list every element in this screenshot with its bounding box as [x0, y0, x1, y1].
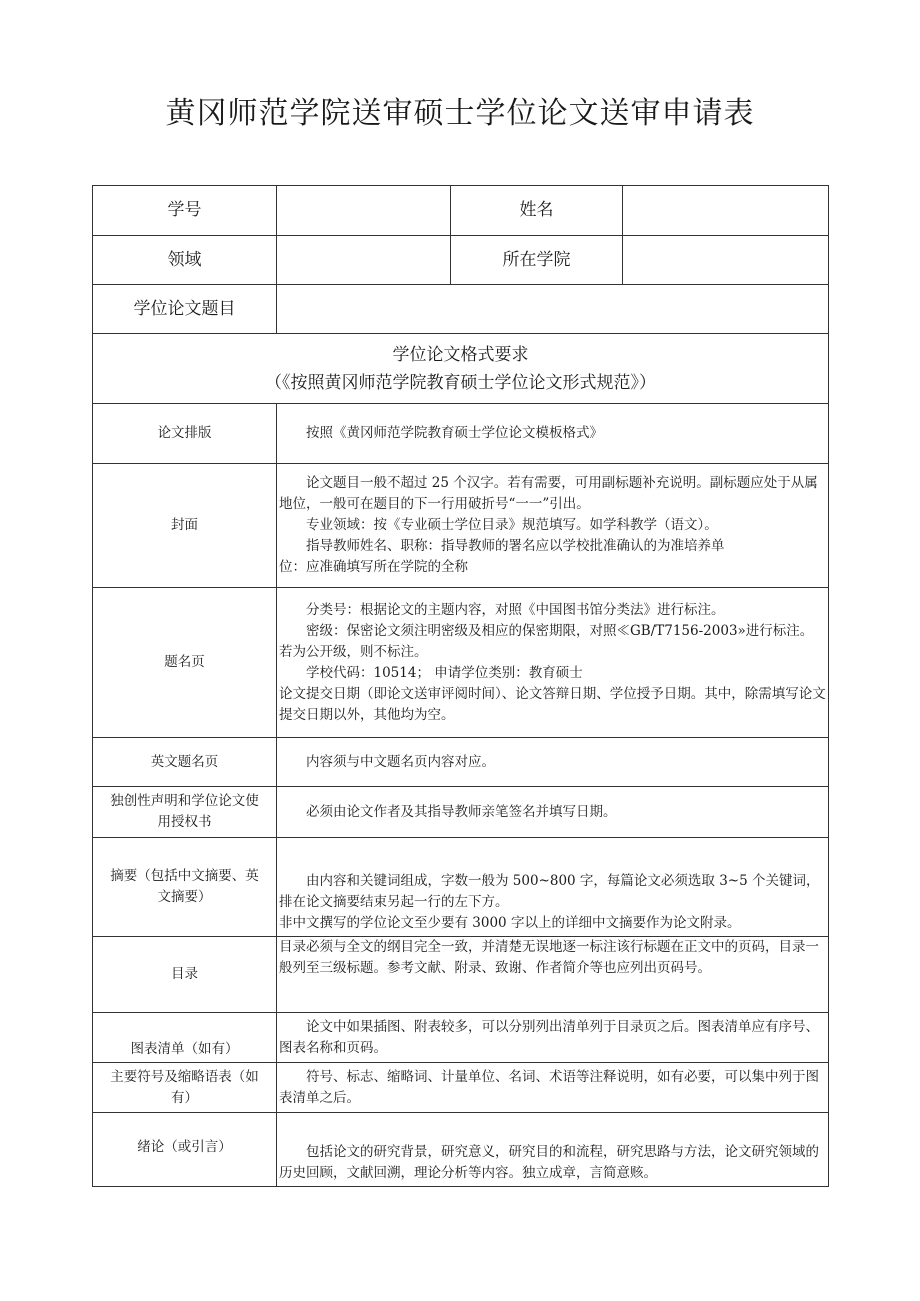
introduction-line-1: 包括论文的研究背景，研究意义，研究目的和流程，研究思路与方法，论文研究领域的历史回顾，文献回溯，理论分析等内容。独立成章，言简意赅。	[279, 1144, 819, 1181]
declaration-label	[93, 787, 277, 838]
introduction-content	[277, 1113, 829, 1187]
figures-label: 图表清单（如有）	[93, 1013, 277, 1063]
college-label: 所在学院	[451, 236, 623, 285]
layout-label: 论文排版	[93, 404, 277, 464]
page-title: 黄冈师范学院送审硕士学位论文送审申请表	[165, 96, 755, 131]
student-id-field[interactable]	[277, 186, 451, 236]
field-label: 领域	[93, 236, 277, 285]
abstract-label	[93, 838, 277, 937]
symbols-line-1: 符号、标志、缩略词、计量单位、名词、术语等注释说明，如有必要，可以集中列于图表清单之后。	[279, 1068, 819, 1106]
thesis-title-label: 学位论文题目	[93, 285, 277, 334]
symbols-content	[277, 1063, 829, 1113]
cover-content	[277, 464, 829, 588]
student-id-label: 学号	[93, 186, 277, 236]
name-field[interactable]	[623, 186, 829, 236]
title-page-content	[277, 588, 829, 738]
thesis-title-field[interactable]	[277, 285, 829, 334]
declaration-row	[93, 787, 829, 838]
toc-row	[93, 937, 829, 1013]
toc-content	[277, 937, 829, 1013]
english-title-page-label: 英文题名页	[93, 738, 277, 787]
college-field[interactable]	[623, 236, 829, 285]
cover-label: 封面	[93, 464, 277, 588]
layout-row	[93, 404, 829, 464]
field-row	[93, 236, 829, 285]
toc-label: 目录	[93, 937, 277, 1013]
title-page-row	[93, 588, 829, 738]
cover-line-3: 指导教师姓名、职称：指导教师的署名应以学校批准确认的为准培养单	[306, 538, 725, 554]
symbols-row	[93, 1063, 829, 1113]
thesis-title-row	[93, 285, 829, 334]
declaration-label-line1: 独创性声明和学位论文使	[110, 793, 259, 809]
figures-line-1: 论文中如果插图、附表较多，可以分别列出清单列于目录页之后。图表清单应有序号、图表名称和页码。	[279, 1018, 819, 1056]
name-label: 姓名	[451, 186, 623, 236]
declaration-content	[277, 787, 829, 838]
format-header	[93, 334, 829, 404]
layout-line-1: 按照《黄冈师范学院教育硕士学位论文模板格式》	[306, 425, 603, 441]
layout-content	[277, 404, 829, 464]
abstract-content	[277, 838, 829, 937]
declaration-line-1: 必须由论文作者及其指导教师亲笔签名并填写日期。	[306, 803, 617, 820]
format-header-row	[93, 334, 829, 404]
introduction-label: 绪论（或引言）	[93, 1113, 277, 1187]
title-page-label: 题名页	[93, 588, 277, 738]
cover-line-2: 专业领域：按《专业硕士学位目录》规范填写。如学科教学（语文）。	[306, 517, 718, 533]
english-title-page-line-1: 内容须与中文题名页内容对应。	[306, 753, 495, 770]
title-page-line-1: 分类号：根据论文的主题内容，对照《中国图书馆分类法》进行标注。	[306, 601, 725, 618]
symbols-label	[93, 1063, 277, 1113]
symbols-label-line2: 有）	[171, 1089, 198, 1106]
cover-row	[93, 464, 829, 588]
format-header-line1: 学位论文格式要求	[392, 344, 529, 365]
english-title-page-row	[93, 738, 829, 787]
cover-line-4: 位：应准确填写所在学院的全称	[279, 559, 468, 575]
format-header-line2: （《按照黄冈师范学院教育硕士学位论文形式规范》）	[265, 372, 656, 393]
toc-line-1: 目录必须与全文的纲目完全一致，并清楚无误地逐一标注该行标题在正文中的页码，目录一般列至三级标题。参考文献、附录、致谢、作者简介等也应列出页码号。	[279, 939, 819, 976]
figures-row	[93, 1013, 829, 1063]
title-page-line-3: 学校代码：10514； 申请学位类别：教育硕士	[306, 664, 583, 681]
student-id-row	[93, 186, 829, 236]
symbols-label-line1: 主要符号及缩略语表（如	[110, 1068, 259, 1085]
abstract-label-line1: 摘要（包括中文摘要、英	[110, 868, 259, 884]
introduction-row	[93, 1113, 829, 1187]
abstract-label-line2: 文摘要）	[157, 889, 212, 905]
cover-line-1: 论文题目一般不超过 25 个汉字。若有需要，可用副标题补充说明。副标题应处于从属地位，一般可在题目的下一行用破折号“一一”引出。	[279, 475, 818, 512]
abstract-line-1: 由内容和关键词组成，字数一般为 500~800 字，每篇论文必须选取 3~5 个关键词，排在论文摘要结束另起一行的左下方。	[279, 873, 820, 910]
application-form-table	[92, 185, 829, 1187]
figures-content	[277, 1013, 829, 1063]
abstract-line-2: 非中文撰写的学位论文至少要有 3000 字以上的详细中文摘要作为论文附录。	[279, 915, 741, 931]
abstract-row	[93, 838, 829, 937]
field-field[interactable]	[277, 236, 451, 285]
title-page-line-2: 密级：保密论文须注明密级及相应的保密期限，对照≪GB/T7156-2003»进行标注。若为公开级，则不标注。	[279, 622, 814, 660]
title-page-line-4: 论文提交日期（即论文送审评阅时间）、论文答辩日期、学位授予日期。其中，除需填写论文提交日期以外，其他均为空。	[279, 685, 826, 723]
declaration-label-line2: 用授权书	[157, 814, 212, 830]
english-title-page-content	[277, 738, 829, 787]
